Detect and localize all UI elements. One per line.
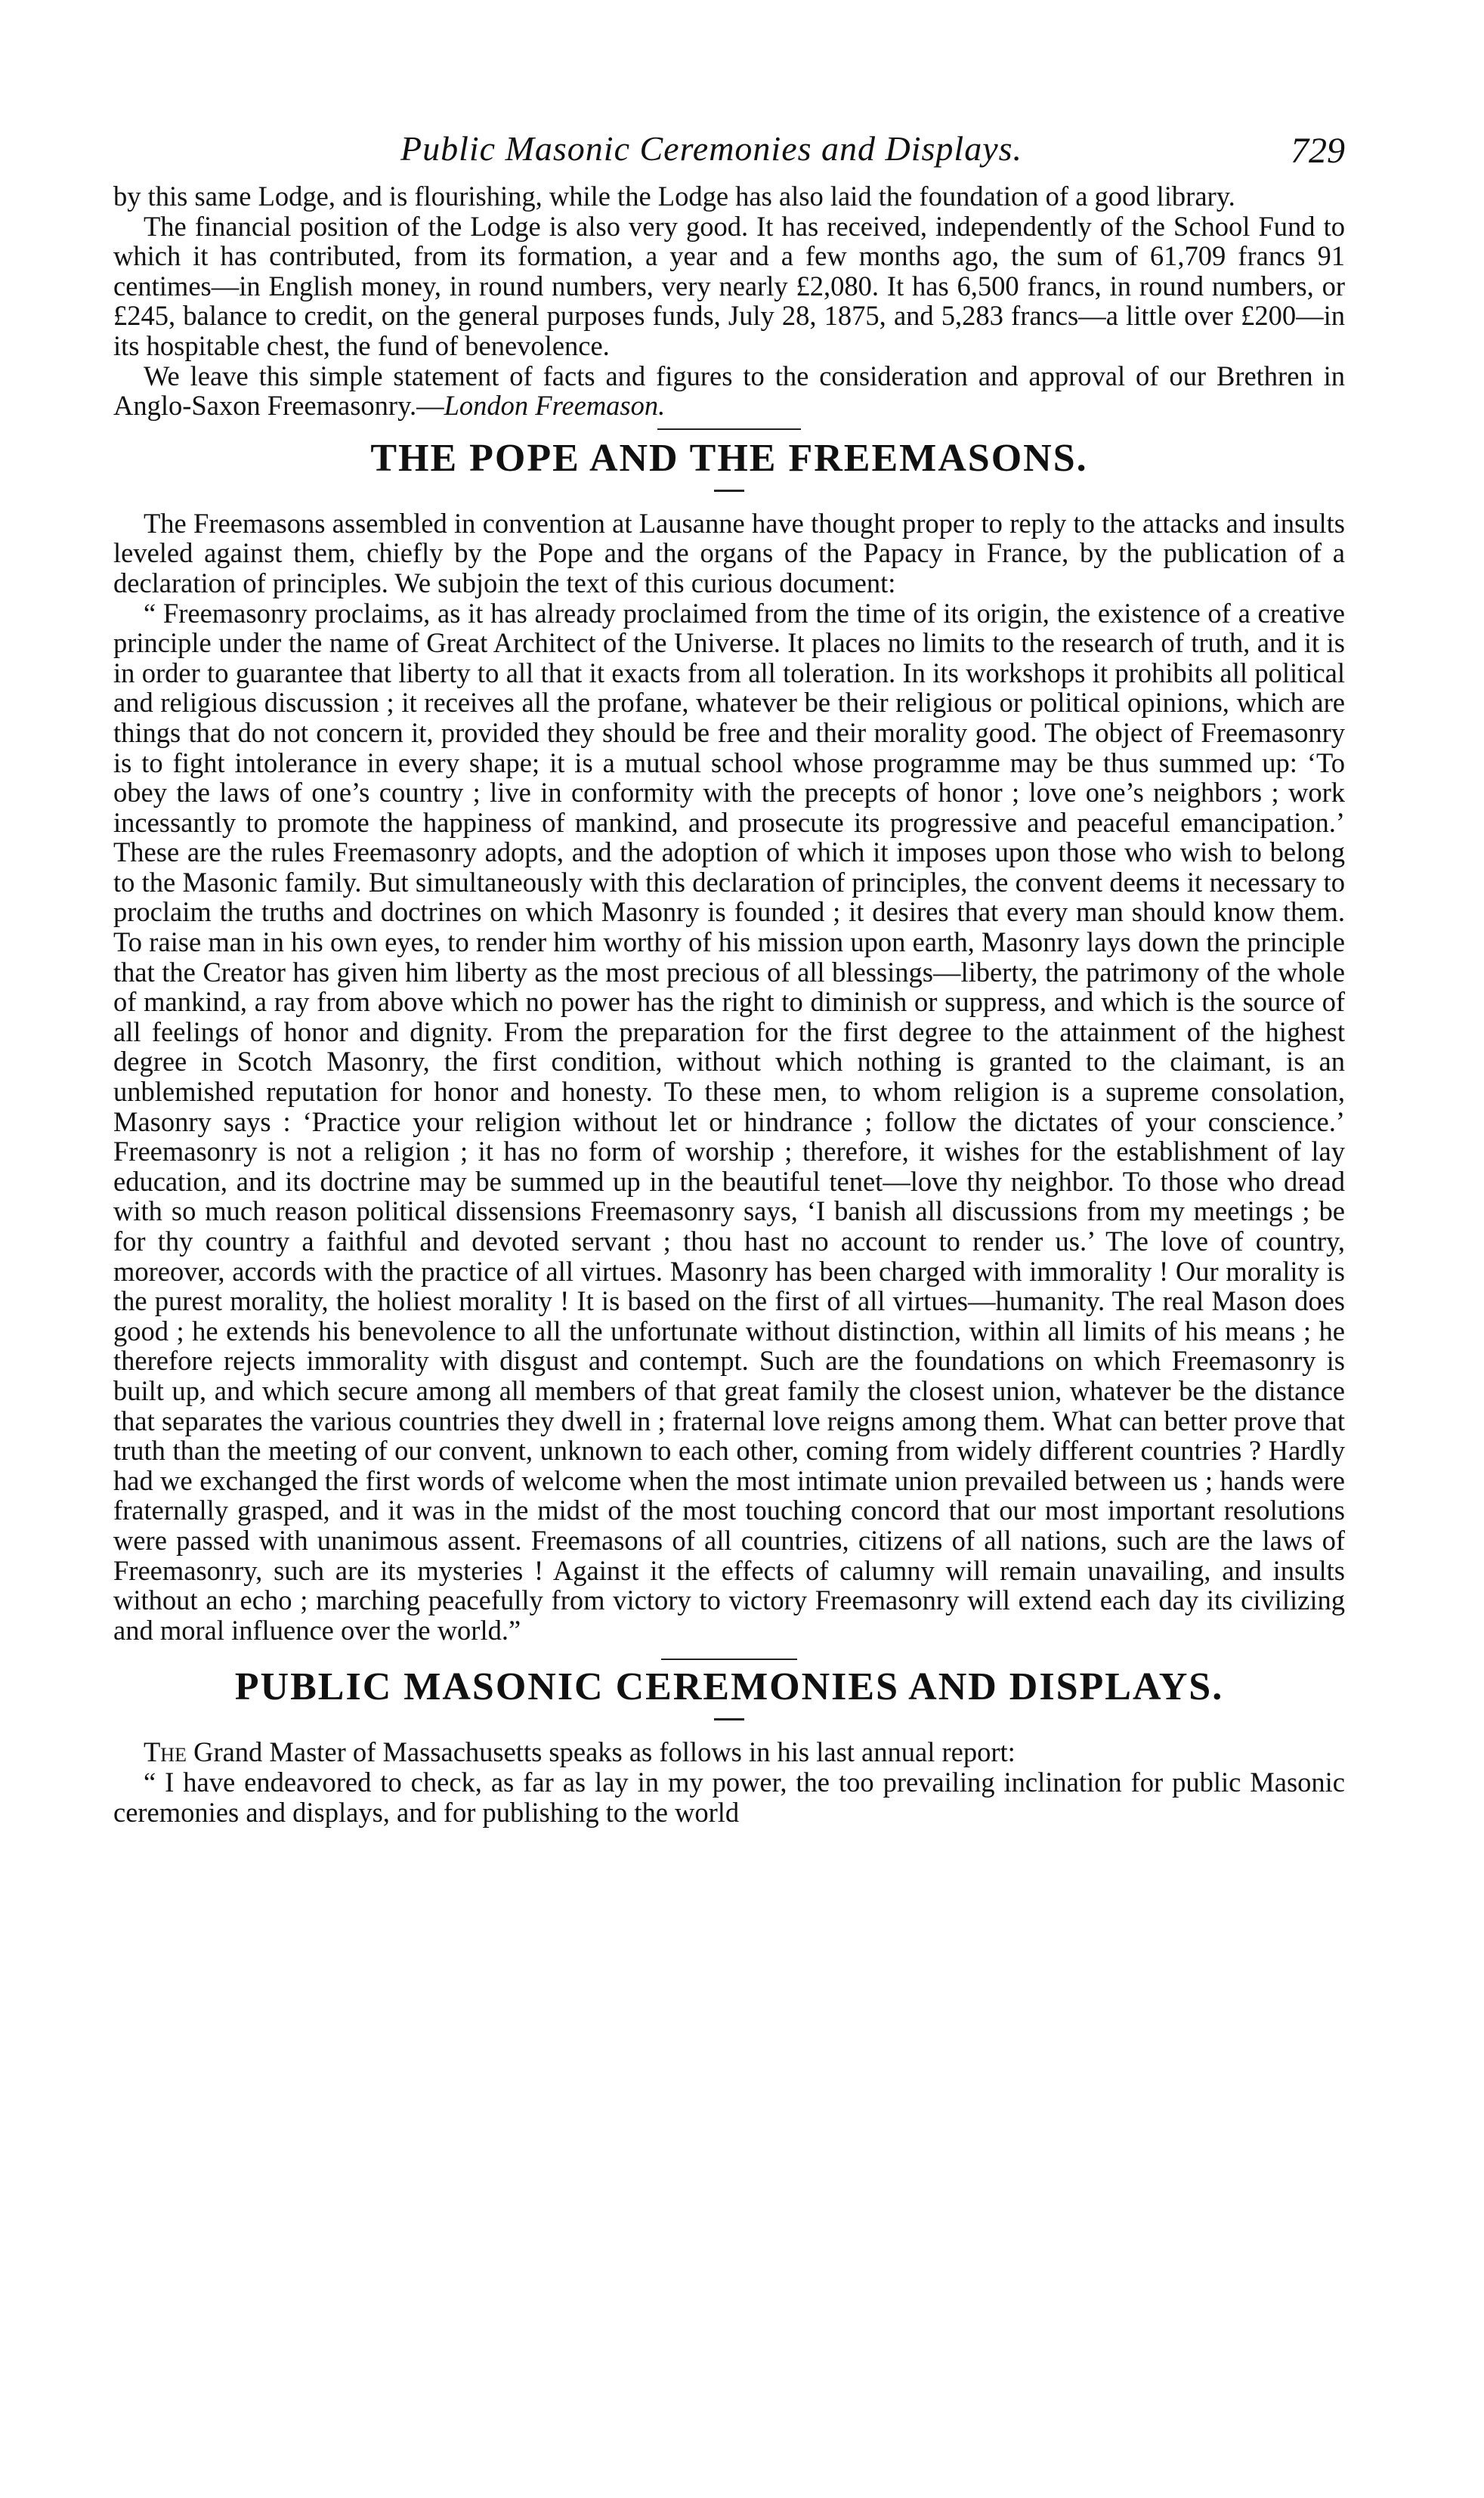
intro-paragraph-1: by this same Lodge, and is flourishing, while the Lodge has also laid the foundation of a good library. [113,181,1235,212]
section-rule-top [657,428,801,430]
running-title: Public Masonic Ceremonies and Displays. [400,129,1023,168]
article2-paragraph-1-text: Grand Master of Massachusetts speaks as follows in his last annual report: [186,1736,1016,1768]
running-head [113,113,1345,181]
source-credit: London Freemason. [444,390,666,422]
intro-paragraph-3-text: We leave this simple statement of facts and figures to the consideration and approval of our Brethren in Anglo-Saxon Freemasonry.— [113,360,1345,422]
book-page [113,113,1345,2448]
section-rule-short [714,490,744,492]
section-rule-short-2 [714,1718,744,1720]
intro-paragraph-3 [113,361,1345,421]
lead-word: The [144,1736,187,1768]
page-number: 729 [1291,131,1345,171]
article-title-public-ceremonies: PUBLIC MASONIC CEREMONIES AND DISPLAYS. [234,1665,1224,1709]
article1-paragraph-1: The Freemasons assembled in convention at Lausanne have thought proper to reply to the attacks and insults leveled against them, chiefly by the Pope and the organs of the Papacy in France, by the publication of a declaration of principles. We subjoin the text of this curious document: [113,507,1345,598]
article2-paragraph-2: “ I have endeavored to check, as far as lay in my power, the too prevailing inclination for public Masonic ceremonies and displays, and for publishing to the world [113,1766,1345,1828]
intro-paragraph-2: The financial position of the Lodge is also very good. It has received, independently of the School Fund to which it has contributed, from its formation, a year and a few months ago, the sum of 61,709 francs 91 centimes—in English money, in round numbers, very nearly £2,080. It has 6,500 francs, in round numbers, or £245, balance to credit, on the general purposes funds, July 28, 1875, and 5,283 francs—a little over £200—in its hospitable chest, the fund of benevolence. [113,210,1345,361]
article1-declaration: “ Freemasonry proclaims, as it has already proclaimed from the time of its origin, the existence of a creative principle under the name of Great Architect of the Universe. It places no limits to the research of truth, and it is in order to guarantee that liberty to all that it exacts from all toleration. In its workshops it prohibits all political and religious discussion ; it receives all the profane, whatever be their religious or political opinions, which are things that do not concern it, provided they should be free and their morality good. The object of Freemasonry is to fight intolerance in every shape; it is a mutual school whose programme may be thus summed up: ‘To obey the laws of one’s country ; live in conformity with the precepts of honor ; love one’s neighbors ; work incessantly to promote the happiness of mankind, and prosecute its progressive and peaceful emancipation.’ These are the rules Freemasonry adopts, and the adoption of which it imposes upon those who wish to belong to the Masonic family. But simultaneously with this declaration of principles, the convent deems it necessary to proclaim the truths and doctrines on which Masonry is founded ; it desires that every man should know them. To raise man in his own eyes, to render him worthy of his mission upon earth, Masonry lays down the principle that the Creator has given him liberty as the most precious of all blessings—liberty, the patrimony of the whole of mankind, a ray from above which no power has the right to diminish or suppress, and which is the source of all feelings of honor and dignity. From the preparation for the first degree to the attainment of the highest degree in Scotch Masonry, the first condition, without which nothing is granted to the claimant, is an unblemished reputation for honor and honesty. To these men, to whom religion is a supreme consolation, Masonry says : ‘Practice your religion without let or hindrance ; follow the dictates of your conscience.’ Freemasonry is not a religion ; it has no form of worship ; therefore, it wishes for the establishment of lay education, and its doctrine may be summed up in the beautiful tenet—love thy neighbor. To those who dread with so much reason political dissensions Freemasonry says, ‘I banish all discussions from my meetings ; be for thy country a faithful and devoted servant ; thou hast no account to render us.’ The love of country, moreover, accords with the practice of all virtues. Masonry has been charged with immorality ! Our morality is the purest morality, the holiest morality ! It is based on the first of all virtues—humanity. The real Mason does good ; he extends his benevolence to all the unfortunate without distinction, within all limits of his means ; he therefore rejects immorality with disgust and contempt. Such are the foundations on which Freemasonry is built up, and which secure among all members of that great family the closest union, whatever be the distance that separates the various countries they dwell in ; fraternal love reigns among them. What can better prove that truth than the meeting of our convent, unknown to each other, coming from widely different countries ? Hardly had we exchanged the first words of welcome when the most intimate union prevailed between us ; hands were fraternally grasped, and it was in the midst of the most touching concord that our most important resolutions were passed with unanimous assent. Freemasons of all countries, citizens of all nations, such are the laws of Freemasonry, such are its mysteries ! Against it the effects of calumny will remain unavailing, and insults without an echo ; marching peacefully from victory to victory Freemasonry will extend each day its civilizing and moral influence over the world.” [113,597,1345,1646]
section-rule-top-2 [661,1659,797,1660]
article-title-pope-freemasons: THE POPE AND THE FREEMASONS. [370,436,1088,480]
article2-paragraph-1 [113,1737,1345,1767]
